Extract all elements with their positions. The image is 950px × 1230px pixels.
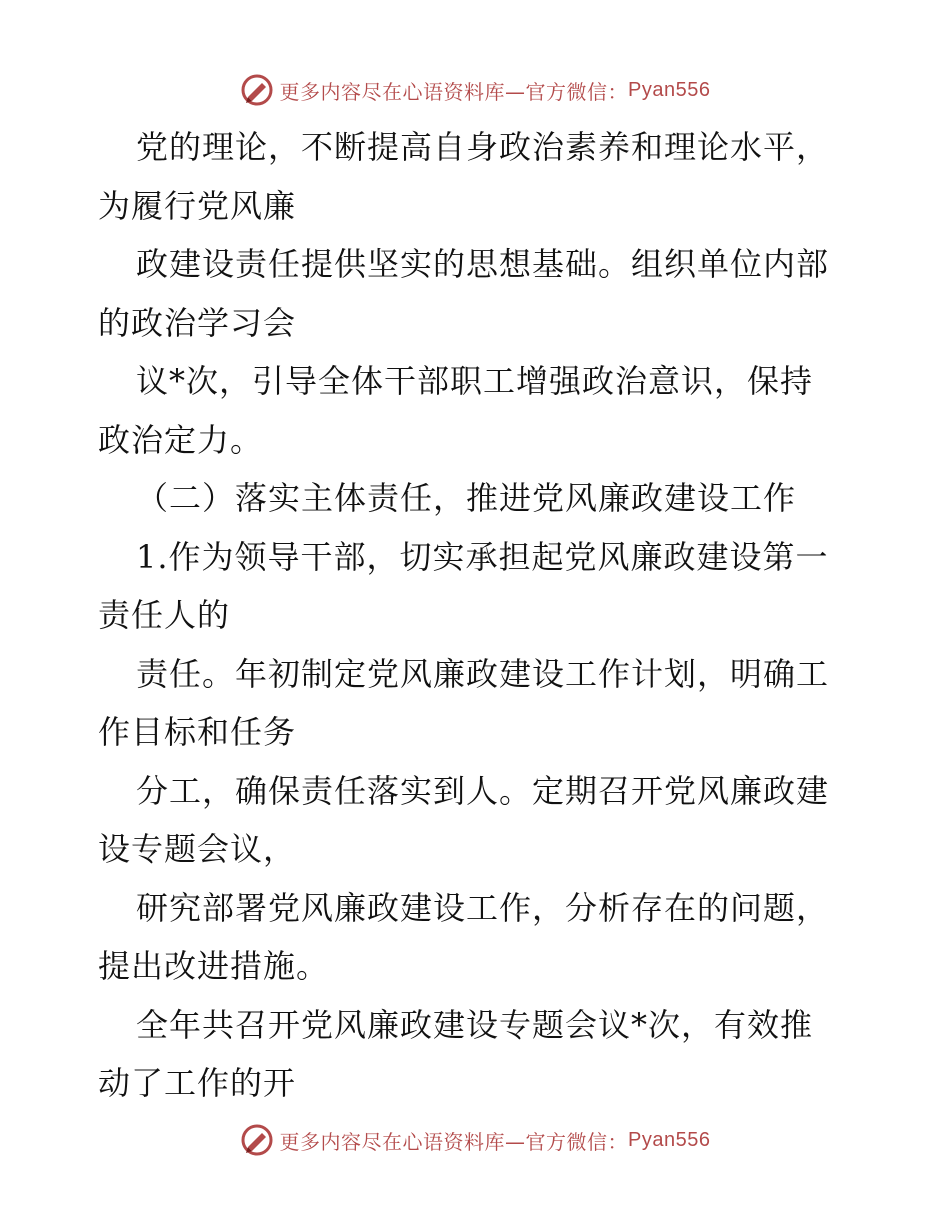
text-line: 政治定力。	[98, 420, 264, 459]
text-line: 的政治学习会	[98, 303, 297, 342]
text-line: 提出改进措施。	[98, 947, 330, 985]
red-pen-logo-icon	[240, 1123, 274, 1157]
text-line: 为履行党风廉	[98, 186, 297, 225]
text-line: 作目标和任务	[98, 713, 297, 751]
footer-banner	[0, 1120, 950, 1160]
header-banner	[0, 70, 950, 110]
text-line: 党的理论，不断提高自身政治素养和理论水平，	[136, 128, 830, 166]
header-banner-text: 更多内容尽在心语资料库—官方微信：	[279, 79, 629, 104]
text-line: 1.作为领导干部，切实承担起党风廉政建设第一	[136, 537, 829, 576]
header-banner-wechat: Pyan556	[628, 78, 711, 101]
text-line: 政建设责任提供坚实的思想基础。组织单位内部	[136, 245, 830, 283]
text-line: 全年共召开党风廉政建设专题会议*次，有效推	[136, 1005, 814, 1044]
red-pen-logo-icon	[240, 73, 274, 107]
document-body	[98, 118, 858, 1113]
text-line: 动了工作的开	[98, 1064, 297, 1102]
text-line: 议*次，引导全体干部职工增强政治意识，保持	[136, 362, 814, 400]
text-line: 分工，确保责任落实到人。定期召开党风廉政建	[136, 771, 830, 810]
text-line: 研究部署党风廉政建设工作，分析存在的问题，	[136, 888, 830, 927]
text-line: 责任人的	[98, 596, 231, 634]
text-line: 设专题会议，	[98, 830, 297, 868]
footer-banner-wechat: Pyan556	[628, 1128, 711, 1151]
text-line: 责任。年初制定党风廉政建设工作计划，明确工	[136, 654, 830, 693]
footer-banner-text: 更多内容尽在心语资料库—官方微信：	[279, 1129, 629, 1154]
text-line: （二）落实主体责任，推进党风廉政建设工作	[136, 479, 797, 517]
